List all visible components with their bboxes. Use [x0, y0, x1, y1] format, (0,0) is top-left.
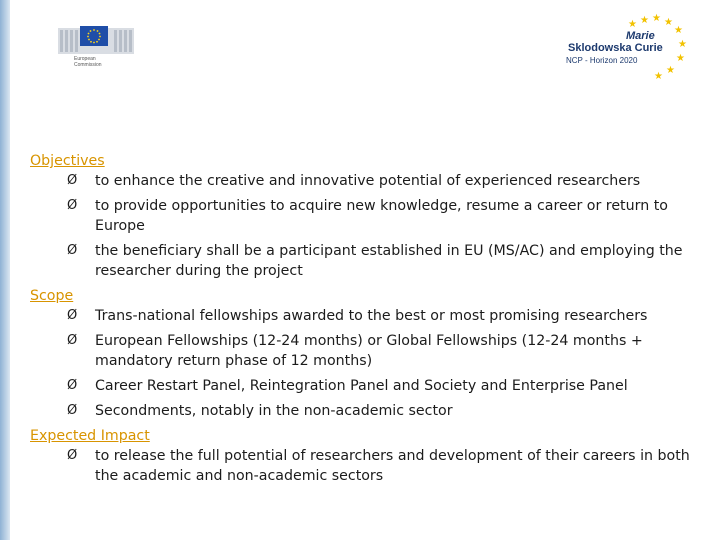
list-item: Ø Career Restart Panel, Reintegration Panel and Society and Enterprise Panel — [67, 378, 628, 394]
msca-line2: Sklodowska Curie — [568, 42, 663, 54]
arrow-bullet-icon: Ø — [67, 333, 78, 348]
star-icon: ★ — [674, 25, 683, 36]
section-heading-objectives: Objectives — [30, 153, 105, 169]
section-heading-scope: Scope — [30, 288, 74, 304]
list-item: Ø European Fellowships (12-24 months) or Global Fellowships (12-24 months + mandatory return phase of 12 months) — [67, 333, 643, 369]
arrow-bullet-icon: Ø — [67, 198, 78, 213]
list-item: Ø Secondments, notably in the non-academic sector — [67, 403, 453, 419]
star-icon: ★ — [640, 15, 649, 26]
star-icon: ★ — [666, 65, 675, 76]
arrow-bullet-icon: Ø — [67, 448, 78, 463]
msca-logo — [566, 14, 690, 86]
list-item: Ø the beneficiary shall be a participant established in EU (MS/AC) and employing the researcher during the project — [67, 243, 683, 279]
arrow-bullet-icon: Ø — [67, 403, 78, 418]
star-icon: ★ — [628, 19, 637, 30]
star-icon: ★ — [652, 13, 661, 24]
msca-line3: NCP - Horizon 2020 — [566, 56, 638, 65]
msca-line1: Marie — [626, 30, 655, 42]
star-icon: ★ — [664, 17, 673, 28]
list-item: Ø Trans-national fellowships awarded to the best or most promising researchers — [67, 308, 648, 324]
arrow-bullet-icon: Ø — [67, 308, 78, 323]
arrow-bullet-icon: Ø — [67, 243, 78, 258]
list-item: Ø to enhance the creative and innovative potential of experienced researchers — [67, 173, 641, 189]
star-icon: ★ — [676, 53, 685, 64]
eu-flag-icon — [80, 26, 108, 46]
star-icon: ★ — [678, 39, 687, 50]
star-icon: ★ — [654, 71, 663, 82]
ec-caption-line1: European — [74, 56, 96, 62]
european-commission-logo — [56, 18, 136, 74]
section-heading-expected-impact: Expected Impact — [30, 428, 150, 444]
ec-caption-line2: Commission — [74, 62, 102, 68]
list-item: Ø to release the full potential of researchers and development of their careers in both the academic and non-academic sectors — [67, 448, 690, 484]
arrow-bullet-icon: Ø — [67, 173, 78, 188]
ec-caption — [74, 56, 102, 68]
slide-content — [30, 151, 712, 491]
arrow-bullet-icon: Ø — [67, 378, 78, 393]
list-item: Ø to provide opportunities to acquire new knowledge, resume a career or return to Europe — [67, 198, 668, 234]
left-accent-bar — [0, 0, 10, 540]
